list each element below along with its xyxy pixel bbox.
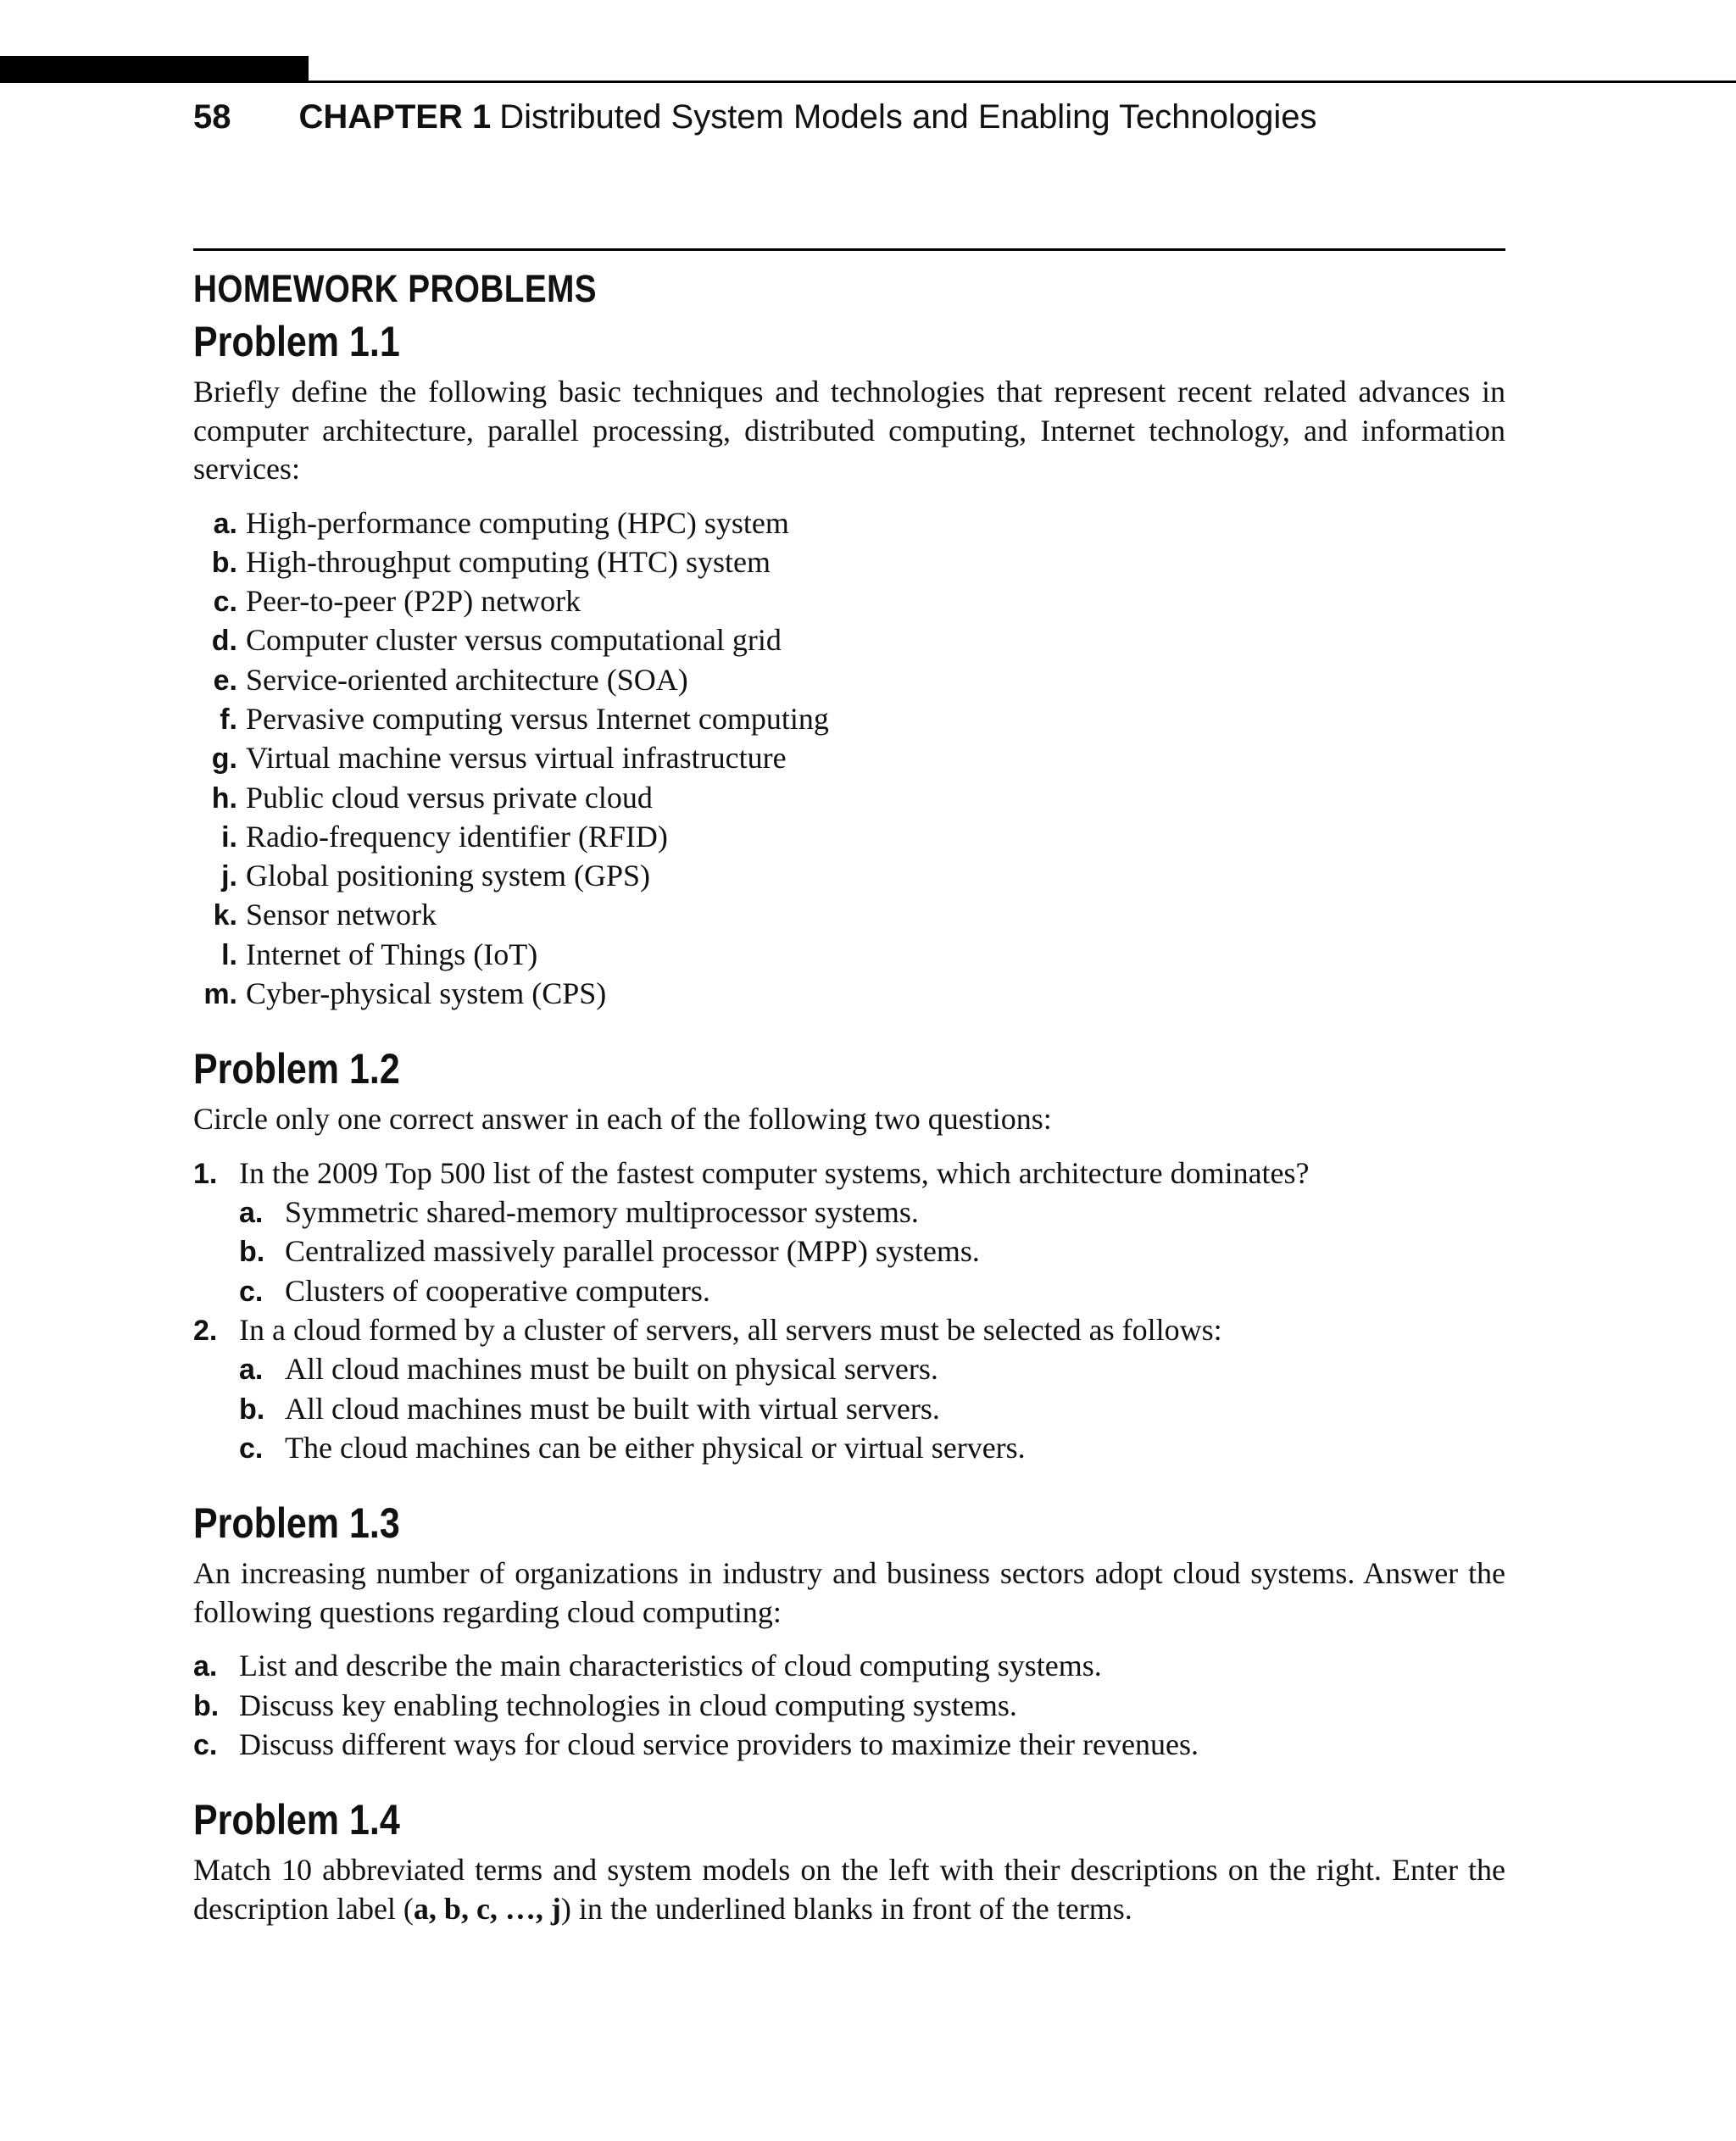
item-text: High-performance computing (HPC) system	[246, 505, 789, 540]
item-label: a.	[213, 507, 237, 540]
item-label: a.	[193, 1650, 218, 1683]
item-text: Cyber-physical system (CPS)	[246, 976, 607, 1011]
question-text: In a cloud formed by a cluster of servers, all servers must be selected as follows:	[239, 1313, 1222, 1348]
section-rule	[193, 248, 1505, 251]
problem-title: Problem 1.3	[193, 1499, 400, 1548]
chapter-label: CHAPTER 1	[298, 98, 492, 136]
list-item	[193, 857, 1505, 896]
option-text: Clusters of cooperative computers.	[285, 1273, 710, 1308]
question-item	[193, 1154, 1505, 1193]
question-label: 2.	[193, 1315, 218, 1348]
problem-1-2-questions	[193, 1154, 1505, 1468]
problem-intro: An increasing number of organizations in industry and business sectors adopt cloud systems. Answer the following questions regarding cloud computing:	[193, 1556, 1505, 1629]
item-text: Peer-to-peer (P2P) network	[246, 584, 581, 619]
problem-1-3-list	[193, 1647, 1505, 1765]
header-bar-thick	[0, 56, 309, 83]
item-text: Service-oriented architecture (SOA)	[246, 662, 688, 697]
problem-1-1-list	[193, 504, 1505, 1015]
item-text: Discuss different ways for cloud service providers to maximize their revenues.	[239, 1727, 1199, 1761]
item-label: i.	[221, 820, 237, 854]
item-label: d.	[211, 625, 237, 658]
list-item	[193, 975, 1505, 1014]
spacer	[193, 1765, 1505, 1792]
intro-labels: a, b, c, …, j	[413, 1891, 561, 1926]
option-item	[193, 1272, 1505, 1311]
item-label: h.	[211, 781, 237, 815]
option-item	[193, 1193, 1505, 1232]
item-text: Internet of Things (IoT)	[246, 937, 538, 971]
problem-1-4	[193, 1792, 1505, 1928]
problem-1-1	[193, 314, 1505, 1014]
list-item	[193, 543, 1505, 582]
item-label: e.	[213, 664, 237, 697]
item-text: High-throughput computing (HTC) system	[246, 544, 771, 579]
list-item	[193, 661, 1505, 700]
item-text: List and describe the main characteristics of cloud computing systems.	[239, 1649, 1102, 1683]
item-text: Computer cluster versus computational grid	[246, 623, 782, 658]
item-label: m.	[203, 978, 237, 1011]
list-item	[193, 582, 1505, 621]
list-item	[193, 896, 1505, 935]
list-item	[193, 700, 1505, 739]
running-head	[193, 92, 1316, 142]
section-title: HOMEWORK PROBLEMS	[193, 267, 598, 310]
list-item	[193, 1647, 1505, 1686]
item-label: c.	[213, 586, 237, 619]
question-text: In the 2009 Top 500 list of the fastest computer systems, which architecture dominates?	[239, 1155, 1310, 1190]
page-content	[193, 264, 1505, 1928]
problem-1-2	[193, 1041, 1505, 1468]
option-text: The cloud machines can be either physical or virtual servers.	[285, 1430, 1026, 1465]
option-label: a.	[239, 1197, 264, 1230]
item-text: Global positioning system (GPS)	[246, 859, 651, 893]
option-item	[193, 1232, 1505, 1271]
option-text: Centralized massively parallel processor (MPP) systems.	[285, 1234, 980, 1269]
item-label: g.	[211, 742, 237, 776]
item-label: b.	[193, 1689, 220, 1722]
question-item	[193, 1311, 1505, 1350]
problem-intro	[193, 1851, 1505, 1928]
problem-title: Problem 1.2	[193, 1045, 400, 1093]
option-item	[193, 1390, 1505, 1429]
item-text: Pervasive computing versus Internet computing	[246, 701, 829, 736]
list-item	[193, 739, 1505, 778]
item-text: Virtual machine versus virtual infrastructure	[246, 741, 787, 776]
item-text: Public cloud versus private cloud	[246, 780, 653, 815]
option-item	[193, 1429, 1505, 1468]
page-number: 58	[193, 98, 231, 136]
option-text: Symmetric shared-memory multiprocessor systems.	[285, 1195, 919, 1230]
item-text: Radio-frequency identifier (RFID)	[246, 819, 668, 854]
option-text: All cloud machines must be built with virtual servers.	[285, 1391, 940, 1426]
list-item	[193, 936, 1505, 975]
item-label: l.	[221, 938, 237, 971]
intro-text-after: ) in the underlined blanks in front of the terms.	[560, 1891, 1132, 1926]
item-text: Discuss key enabling technologies in cloud computing systems.	[239, 1688, 1017, 1722]
problem-1-3	[193, 1495, 1505, 1765]
intro-text-before: Match 10 abbreviated terms and system models on the left with their descriptions on the right. Enter the description label (	[193, 1853, 1505, 1926]
item-text: Sensor network	[246, 898, 437, 932]
problem-intro: Circle only one correct answer in each of the following two questions:	[193, 1102, 1052, 1137]
list-item	[193, 1726, 1505, 1765]
item-label: f.	[220, 703, 237, 736]
question-label: 1.	[193, 1157, 218, 1190]
option-text: All cloud machines must be built on physical servers.	[285, 1352, 938, 1387]
list-item	[193, 1687, 1505, 1726]
problem-title: Problem 1.4	[193, 1796, 400, 1844]
option-label: b.	[239, 1393, 265, 1426]
problem-intro: Briefly define the following basic techniques and technologies that represent recent related advances in computer architecture, parallel processing, distributed computing, Internet technology, and information services:	[193, 375, 1505, 486]
problem-title: Problem 1.1	[193, 318, 400, 365]
item-label: j.	[221, 860, 237, 893]
option-label: b.	[239, 1236, 265, 1269]
option-label: a.	[239, 1354, 264, 1387]
chapter-title: Distributed System Models and Enabling Technologies	[499, 98, 1317, 136]
option-label: c.	[239, 1432, 264, 1465]
option-label: c.	[239, 1275, 264, 1308]
header-bar-thin	[309, 81, 1736, 83]
spacer	[193, 1468, 1505, 1495]
option-item	[193, 1350, 1505, 1389]
item-label: c.	[193, 1728, 218, 1761]
spacer	[193, 1014, 1505, 1041]
list-item	[193, 621, 1505, 660]
list-item	[193, 818, 1505, 857]
item-label: k.	[213, 899, 237, 932]
list-item	[193, 504, 1505, 543]
item-label: b.	[211, 546, 237, 579]
list-item	[193, 779, 1505, 818]
